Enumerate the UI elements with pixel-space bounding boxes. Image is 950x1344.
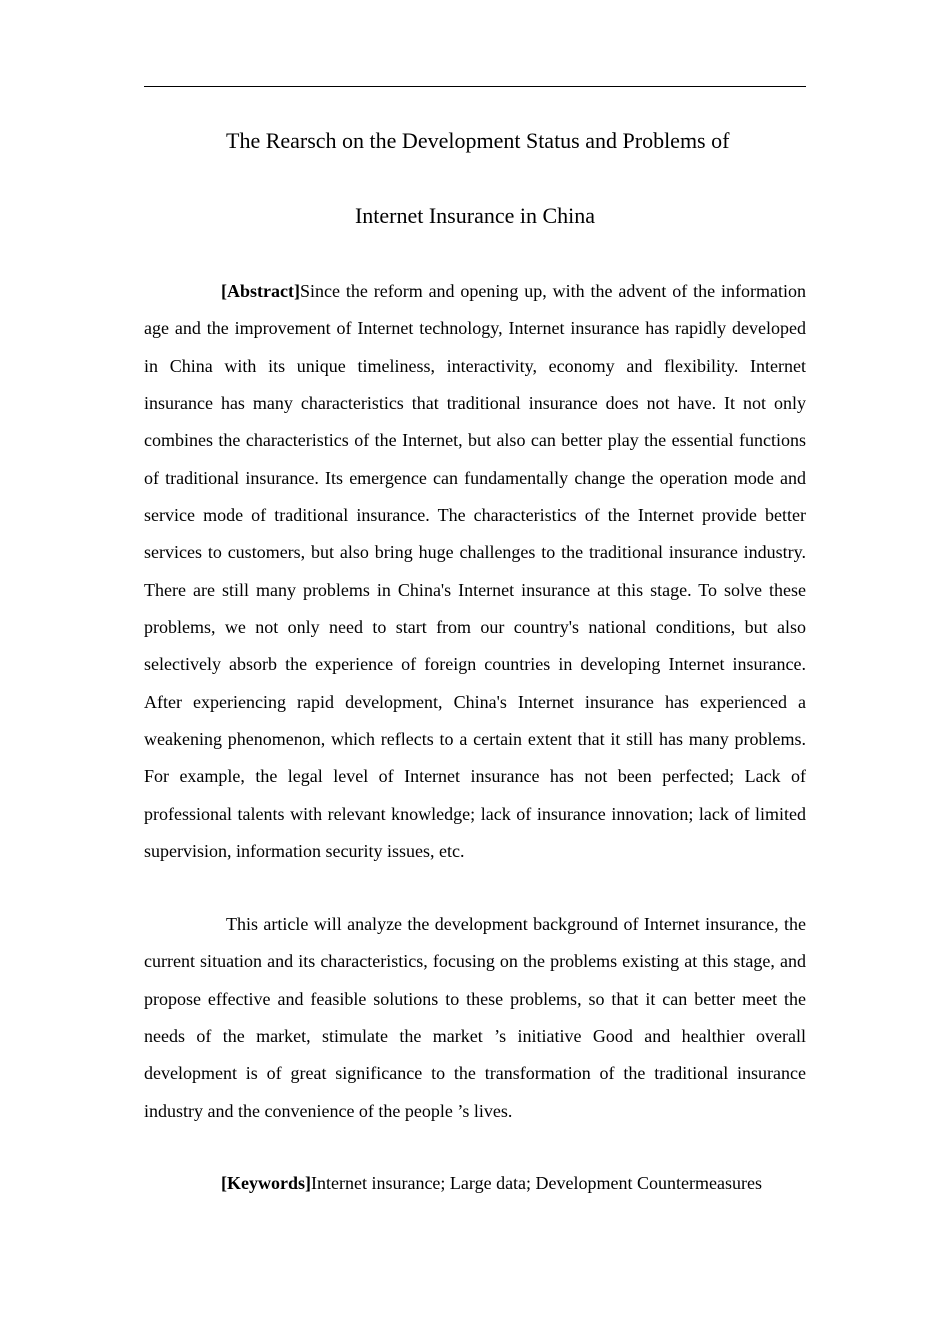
keywords-text: Internet insurance; Large data; Development Countermeasures	[310, 1173, 762, 1193]
abstract-text: Since the reform and opening up, with the advent of the information age and the improvement of Internet technology, Internet insurance has rapidly developed in China with its unique timeliness, interactivity, economy and flexibility. Internet insurance has many characteristics that traditional insurance does not have. It not only combines the characteristics of the Internet, but also can better play the essential functions of traditional insurance. Its emergence can fundamentally change the operation mode and service mode of traditional insurance. The characteristics of the Internet provide better services to customers, but also bring huge challenges to the traditional insurance industry. There are still many problems in China's Internet insurance at this stage. To solve these problems, we not only need to start from our country's national conditions, but also selectively absorb the experience of foreign countries in developing Internet insurance. After experiencing rapid development, China's Internet insurance has experienced a weakening phenomenon, which reflects to a certain extent that it still has many problems. For example, the legal level of Internet insurance has not been perfected; Lack of professional talents with relevant knowledge; lack of insurance innovation; lack of limited supervision, information security issues, etc.	[144, 281, 806, 862]
abstract-paragraph	[144, 273, 806, 871]
body-paragraph: This article will analyze the development background of Internet insurance, the current situation and its characteristics, focusing on the problems existing at this stage, and propose effective and feasible solutions to these problems, so that it can better meet the needs of the market, stimulate the market ’s initiative Good and healthier overall development is of great significance to the transformation of the traditional insurance industry and the convenience of the people ’s lives.	[144, 914, 806, 1121]
header-rule	[144, 86, 806, 87]
keywords-line	[221, 1165, 762, 1202]
document-title-line-1: The Rearsch on the Development Status and Problems of	[226, 128, 730, 153]
document-title-line-2: Internet Insurance in China	[354, 203, 596, 228]
keywords-label: [Keywords]	[221, 1173, 311, 1193]
abstract-label: [Abstract]	[221, 281, 300, 301]
